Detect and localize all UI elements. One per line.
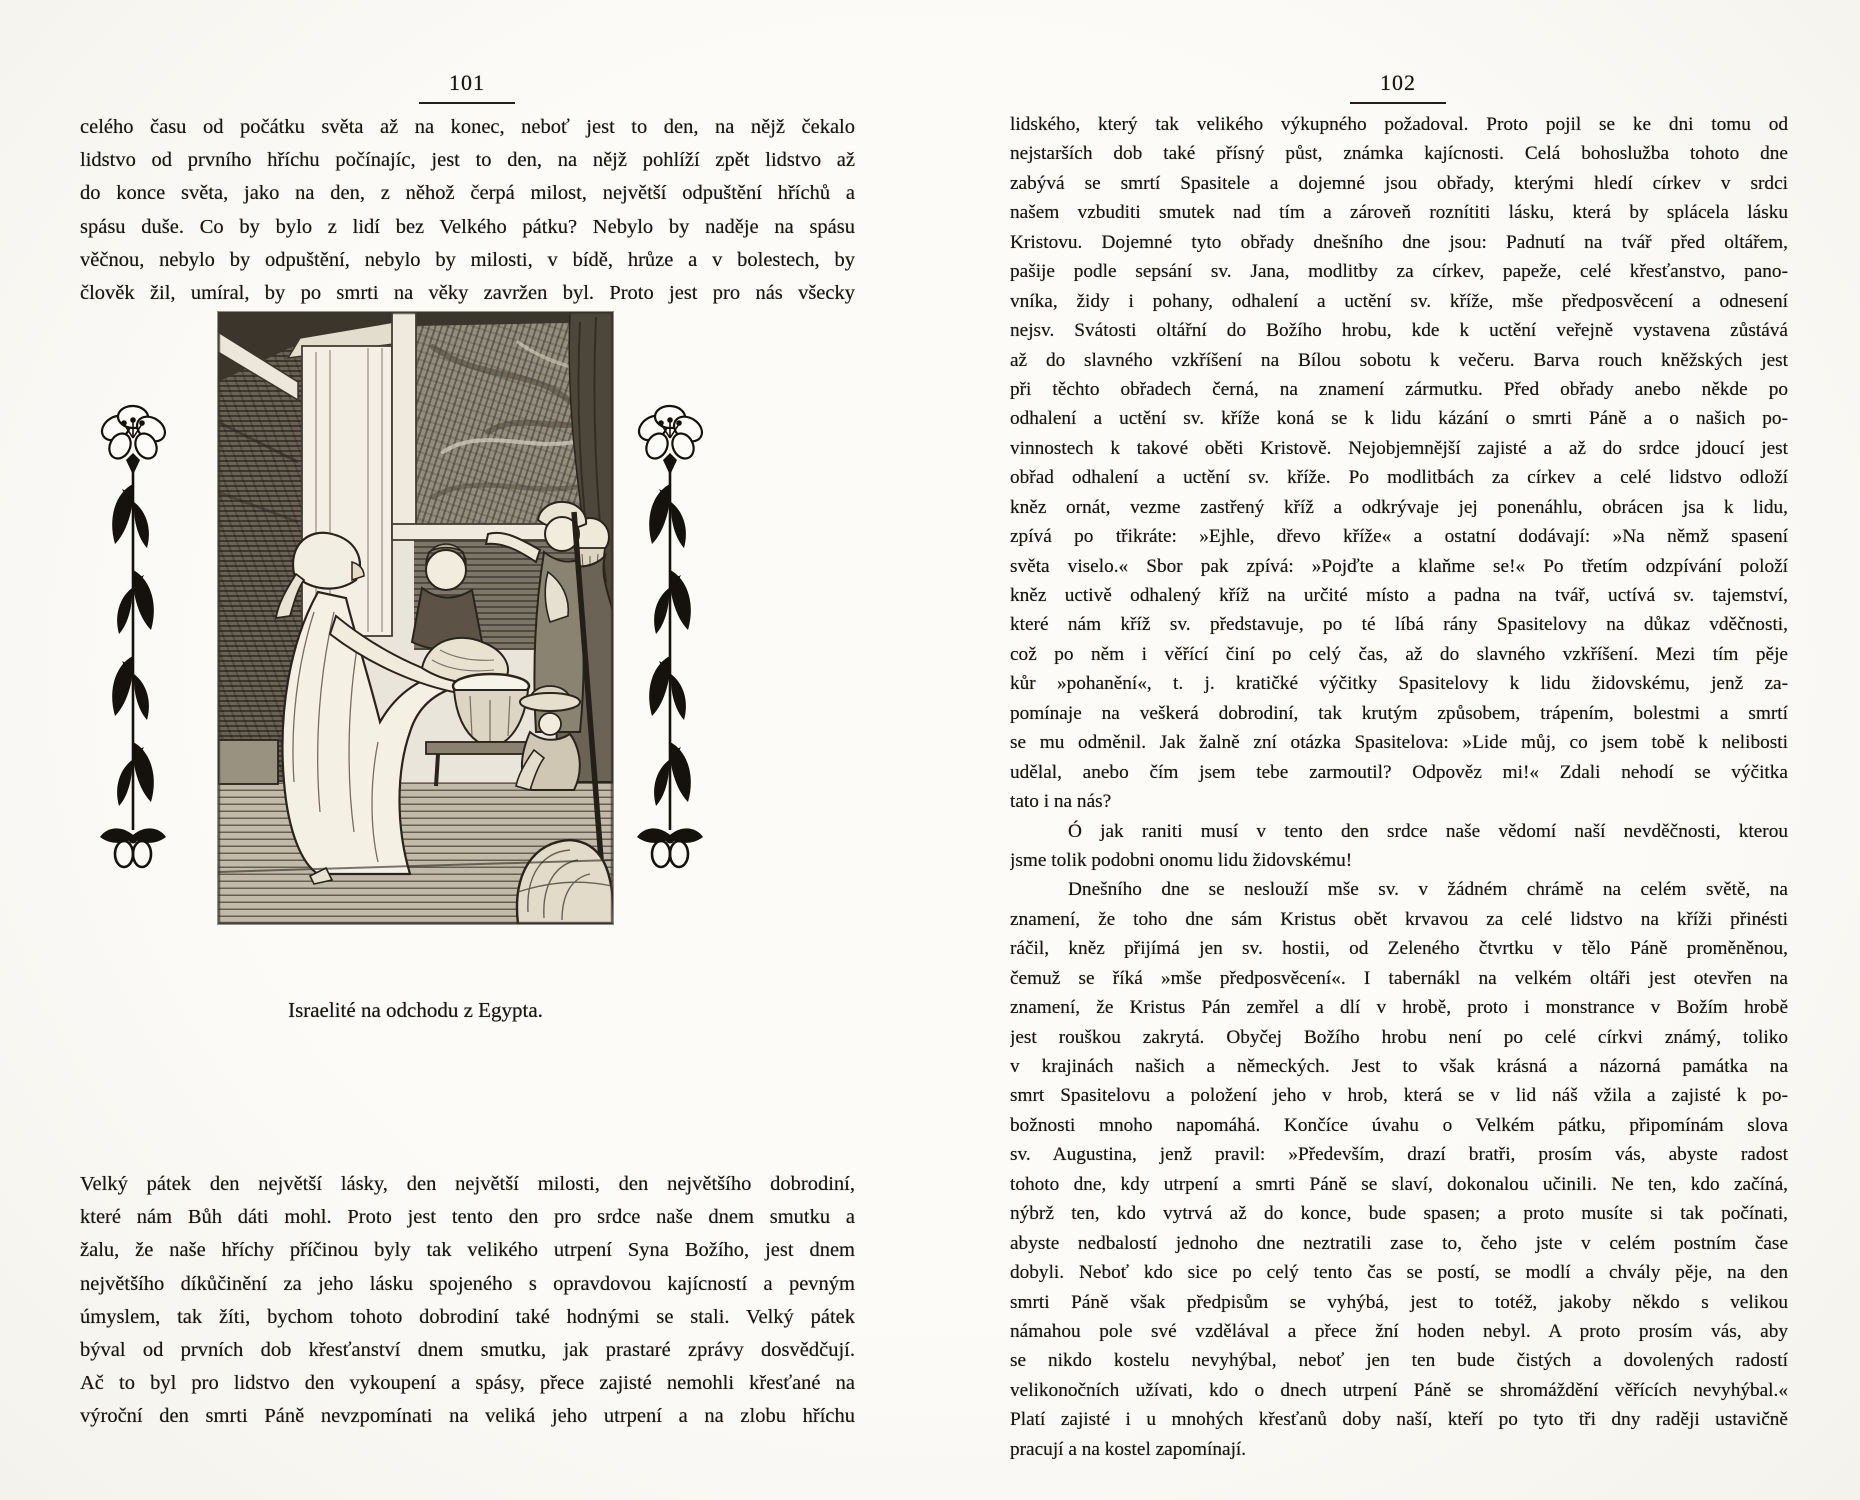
text-line: celého času od počátku světa až na konec, neboť jest to den, na nějž čekalo xyxy=(80,116,855,138)
text-line: Dnešního dne se neslouží mše sv. v žádném chrámě na celém světě, na xyxy=(1068,879,1788,901)
text-line: tohoto dne, kdy utrpení a smrti Páně se slaví, dokonalou učinili. Ne ten, kdo začíná, xyxy=(1010,1173,1788,1195)
text-line: nýbrž ten, kdo vytrvá až do konce, bude spasen; a proto musíte si tak počínati, xyxy=(1010,1203,1788,1225)
text-line: věčnou, nebylo by odpuštění, nebylo by milosti, v bídě, hrůze a v bolestech, by xyxy=(80,248,855,271)
text-line: ráčil, kněz přijímá jen sv. hostii, od Zeleného čtvrtku v tělo Páně proměněnou, xyxy=(1010,938,1788,960)
text-line: abyste nedbalostí jednoho dne neztratili zase to, čeho jste v celém postním čase xyxy=(1010,1232,1788,1254)
text-line: udělal, anebo čím jsem tebe zarmoutil? Odpověz mi!« Zdali nehodí se výčitka xyxy=(1010,761,1788,783)
text-line: lidstvo od prvního hříchu počínajíc, jest to den, na nějž pohlíží zpět lidstvo až xyxy=(80,149,855,172)
page-number-right: 102 xyxy=(1350,70,1446,104)
text-line: zabývá se smrtí Spasitele a dojemné jsou obřady, kterými hledí církev v srdci xyxy=(1010,172,1788,194)
text-line: což po něm i věřící činí po celý čas, až do slavného vzkříšení. Mezi tím pěje xyxy=(1010,643,1788,665)
floral-vine-ornament-left xyxy=(95,398,171,878)
text-line: kůr »pohanění«, t. j. kratičké výčitky Spasitelovy k lidu židovskému, jenž za- xyxy=(1010,673,1788,695)
paragraph-bottom-left xyxy=(80,1168,855,1434)
text-line: nejstarších dob také přísný půst, známka kajícnosti. Celá bohoslužba tohoto dne xyxy=(1010,143,1788,165)
text-line: pašije podle sepsání sv. Jana, modlitby za církev, papeže, celé křesťanstvo, pano- xyxy=(1010,261,1788,283)
text-line: velikonočních užívati, kdo o dnech utrpení Páně se shromáždění věřících nevyhýbal.« xyxy=(1010,1379,1788,1401)
text-line: zpívá po třikráte: »Ejhle, dřevo kříže« a ostatní dodávají: »Na němž spasení xyxy=(1010,526,1788,548)
engraving-figures xyxy=(218,312,613,924)
text-line: pracují a na kostel zapomínají. xyxy=(1010,1438,1247,1460)
text-line: vinnostech k takové oběti Kristově. Nejobjemnější zajisté a až do srdce jdoucí jest xyxy=(1010,437,1788,459)
page-number-left: 101 xyxy=(419,70,515,104)
text-line: žalu, že naše hříchy příčinou byly tak velikého utrpení Syna Božího, jest dnem xyxy=(80,1239,855,1262)
text-line: vníka, židy i pohany, odhalení a uctění sv. kříže, mše předposvěcení a odnesení xyxy=(1010,290,1788,312)
text-line: tato i na nás? xyxy=(1010,791,1112,813)
text-line: Velký pátek den největší lásky, den největší milosti, den největšího dobrodiní, xyxy=(80,1173,855,1195)
paragraph-top-left xyxy=(80,111,855,310)
text-line: lidského, který tak velikého výkupného požadoval. Proto pojil se ke dni tomu od xyxy=(1010,114,1788,135)
text-line: se mu odměnil. Jak žalně zní otázka Spasitelova: »Lide můj, co jsem tobě k nelibosti xyxy=(1010,732,1788,754)
text-line: Ač to byl pro lidstvo den vykoupení a spásy, přece zajisté nemohli křesťané na xyxy=(80,1372,855,1395)
page-102-text xyxy=(1010,110,1788,1464)
text-line: Platí zajisté i u mnohých křesťanů doby naší, kteří po tyto tři dny raději ustavičně xyxy=(1010,1409,1788,1431)
paragraph-right-1 xyxy=(1010,110,1788,817)
text-line: znamení, že Kristus Pán zemřel a dlí v hrobě, proto i monstrance v Božím hrobě xyxy=(1010,997,1788,1019)
text-line: v krajinách našich a německých. Jest to však krásná a názorná památka na xyxy=(1010,1056,1788,1077)
text-line: božnosti mnoho napomáhá. Končíce úvahu o Velkém pátku, připomínám slova xyxy=(1010,1114,1788,1136)
text-line: sv. Augustina, jenž pravil: »Především, drazí bratři, prosím vás, abyste radost xyxy=(1010,1144,1788,1166)
paragraph-right-2 xyxy=(1010,817,1788,876)
text-line: které nám kříž sv. představuje, po té líbá rány Spasitelovy na důkaz vděčnosti, xyxy=(1010,614,1788,636)
floral-vine-ornament-right xyxy=(632,398,708,878)
illustration-israelites-leaving-egypt xyxy=(218,312,613,924)
text-line: nejsv. Svátosti oltářní do Božího hrobu, kde k uctění veřejně vystavena zůstává xyxy=(1010,320,1788,342)
text-line: znamení, že toho dne sám Kristus obět krvavou za celé lidstvo na kříži přinésti xyxy=(1010,908,1788,930)
text-line: kněz uctivě odhalený kříž na určité místo a padna na tvář, uctívá sv. tajemství, xyxy=(1010,585,1788,606)
text-line: světa viselo.« Sbor pak zpívá: »Pojďte a klaňme se!« Po třetím odzpívání položí xyxy=(1010,555,1788,577)
text-line: člověk žil, umíral, by po smrti na věky zavržen byl. Proto jest pro nás všecky xyxy=(80,281,855,304)
text-line: Kristovu. Dojemné tyto obřady dnešního dne jsou: Padnutí na tvář před oltářem, xyxy=(1010,231,1788,253)
text-line: pomínaje na veškerá dobrodiní, tak krutým způsobem, trápením, bolestmi a smrtí xyxy=(1010,702,1788,724)
text-line: dobyli. Neboť kdo sice po celý tento čas se postí, se modlí a chvály pěje, na den xyxy=(1010,1262,1788,1284)
text-line: které nám Bůh dáti mohl. Proto jest tento den pro srdce naše dnem smutku a xyxy=(80,1206,855,1229)
figure-caption: Israelité na odchodu z Egypta. xyxy=(288,998,543,1022)
text-line: jest rouškou zakrytá. Obyčej Božího hrobu není po celé církvi známý, toliko xyxy=(1010,1026,1788,1048)
text-line: úmyslem, tak žíti, bychom tohoto dobrodiní také hodnými se stali. Velký pátek xyxy=(80,1305,855,1328)
text-line: odhalení a uctění sv. kříže koná se k lidu kázání o smrti Páně a o našich po- xyxy=(1010,408,1788,430)
text-line: největšího díkůčinění za jeho lásku spojeného s opravdovou kajícností a pevným xyxy=(80,1272,855,1295)
text-line: námahou pole své vzdělával a přece žní hoden nebyl. A proto prosím vás, aby xyxy=(1010,1320,1788,1342)
text-line: čemuž se říká »mše předposvěcení«. I tabernákl na velkém oltáři jest otevřen na xyxy=(1010,967,1788,989)
text-line: kněz ornát, vezme zastřený kříž a odkrývaje jej ponenáhlu, obrácen jsa k lidu, xyxy=(1010,496,1788,518)
text-line: smrti Páně však předpisům se vyhýbá, jest to totéž, jakoby někdo s velikou xyxy=(1010,1291,1788,1313)
text-line: smrt Spasitelovu a položení jeho v hrob, která se v lid náš vžila a zajisté k po- xyxy=(1010,1085,1788,1107)
text-line: do konce světa, jako na den, z něhož čerpá milost, největší odpuštění hříchů a xyxy=(80,182,855,205)
text-line: obřad odhalení a uctění sv. kříže. Po modlitbách za církev a celé lidstvo odloží xyxy=(1010,467,1788,489)
text-line: až do slavného vzkříšení na Bílou sobotu k večeru. Barva rouch kněžských jest xyxy=(1010,349,1788,371)
text-line: při těchto obřadech černá, na znamení zármutku. Před obřady anebo někde po xyxy=(1010,378,1788,400)
text-line: se nikdo kostelu nevyhýbal, neboť jen ten bude čistých a dovolených radostí xyxy=(1010,1350,1788,1372)
text-line: výroční den smrti Páně nevzpomínati na veliká jeho utrpení a na zlobu hříchu xyxy=(80,1405,855,1428)
text-line: býval od prvních dob křesťanství dnem smutku, jak prastaré zprávy dosvědčují. xyxy=(80,1338,855,1361)
text-line: Ó jak raniti musí v tento den srdce naše vědomí naší nevděčnosti, kterou xyxy=(1068,820,1788,842)
text-line: spásu duše. Co by bylo z lidí bez Velkého pátku? Nebylo by naděje na spásu xyxy=(80,215,855,238)
paragraph-right-3 xyxy=(1010,875,1788,1464)
text-line: jsme tolik podobni onomu lidu židovskému! xyxy=(1010,849,1353,871)
text-line: našem vzbuditi smutek nad tím a zároveň roznítiti lásku, která by splácela lásku xyxy=(1010,202,1788,224)
